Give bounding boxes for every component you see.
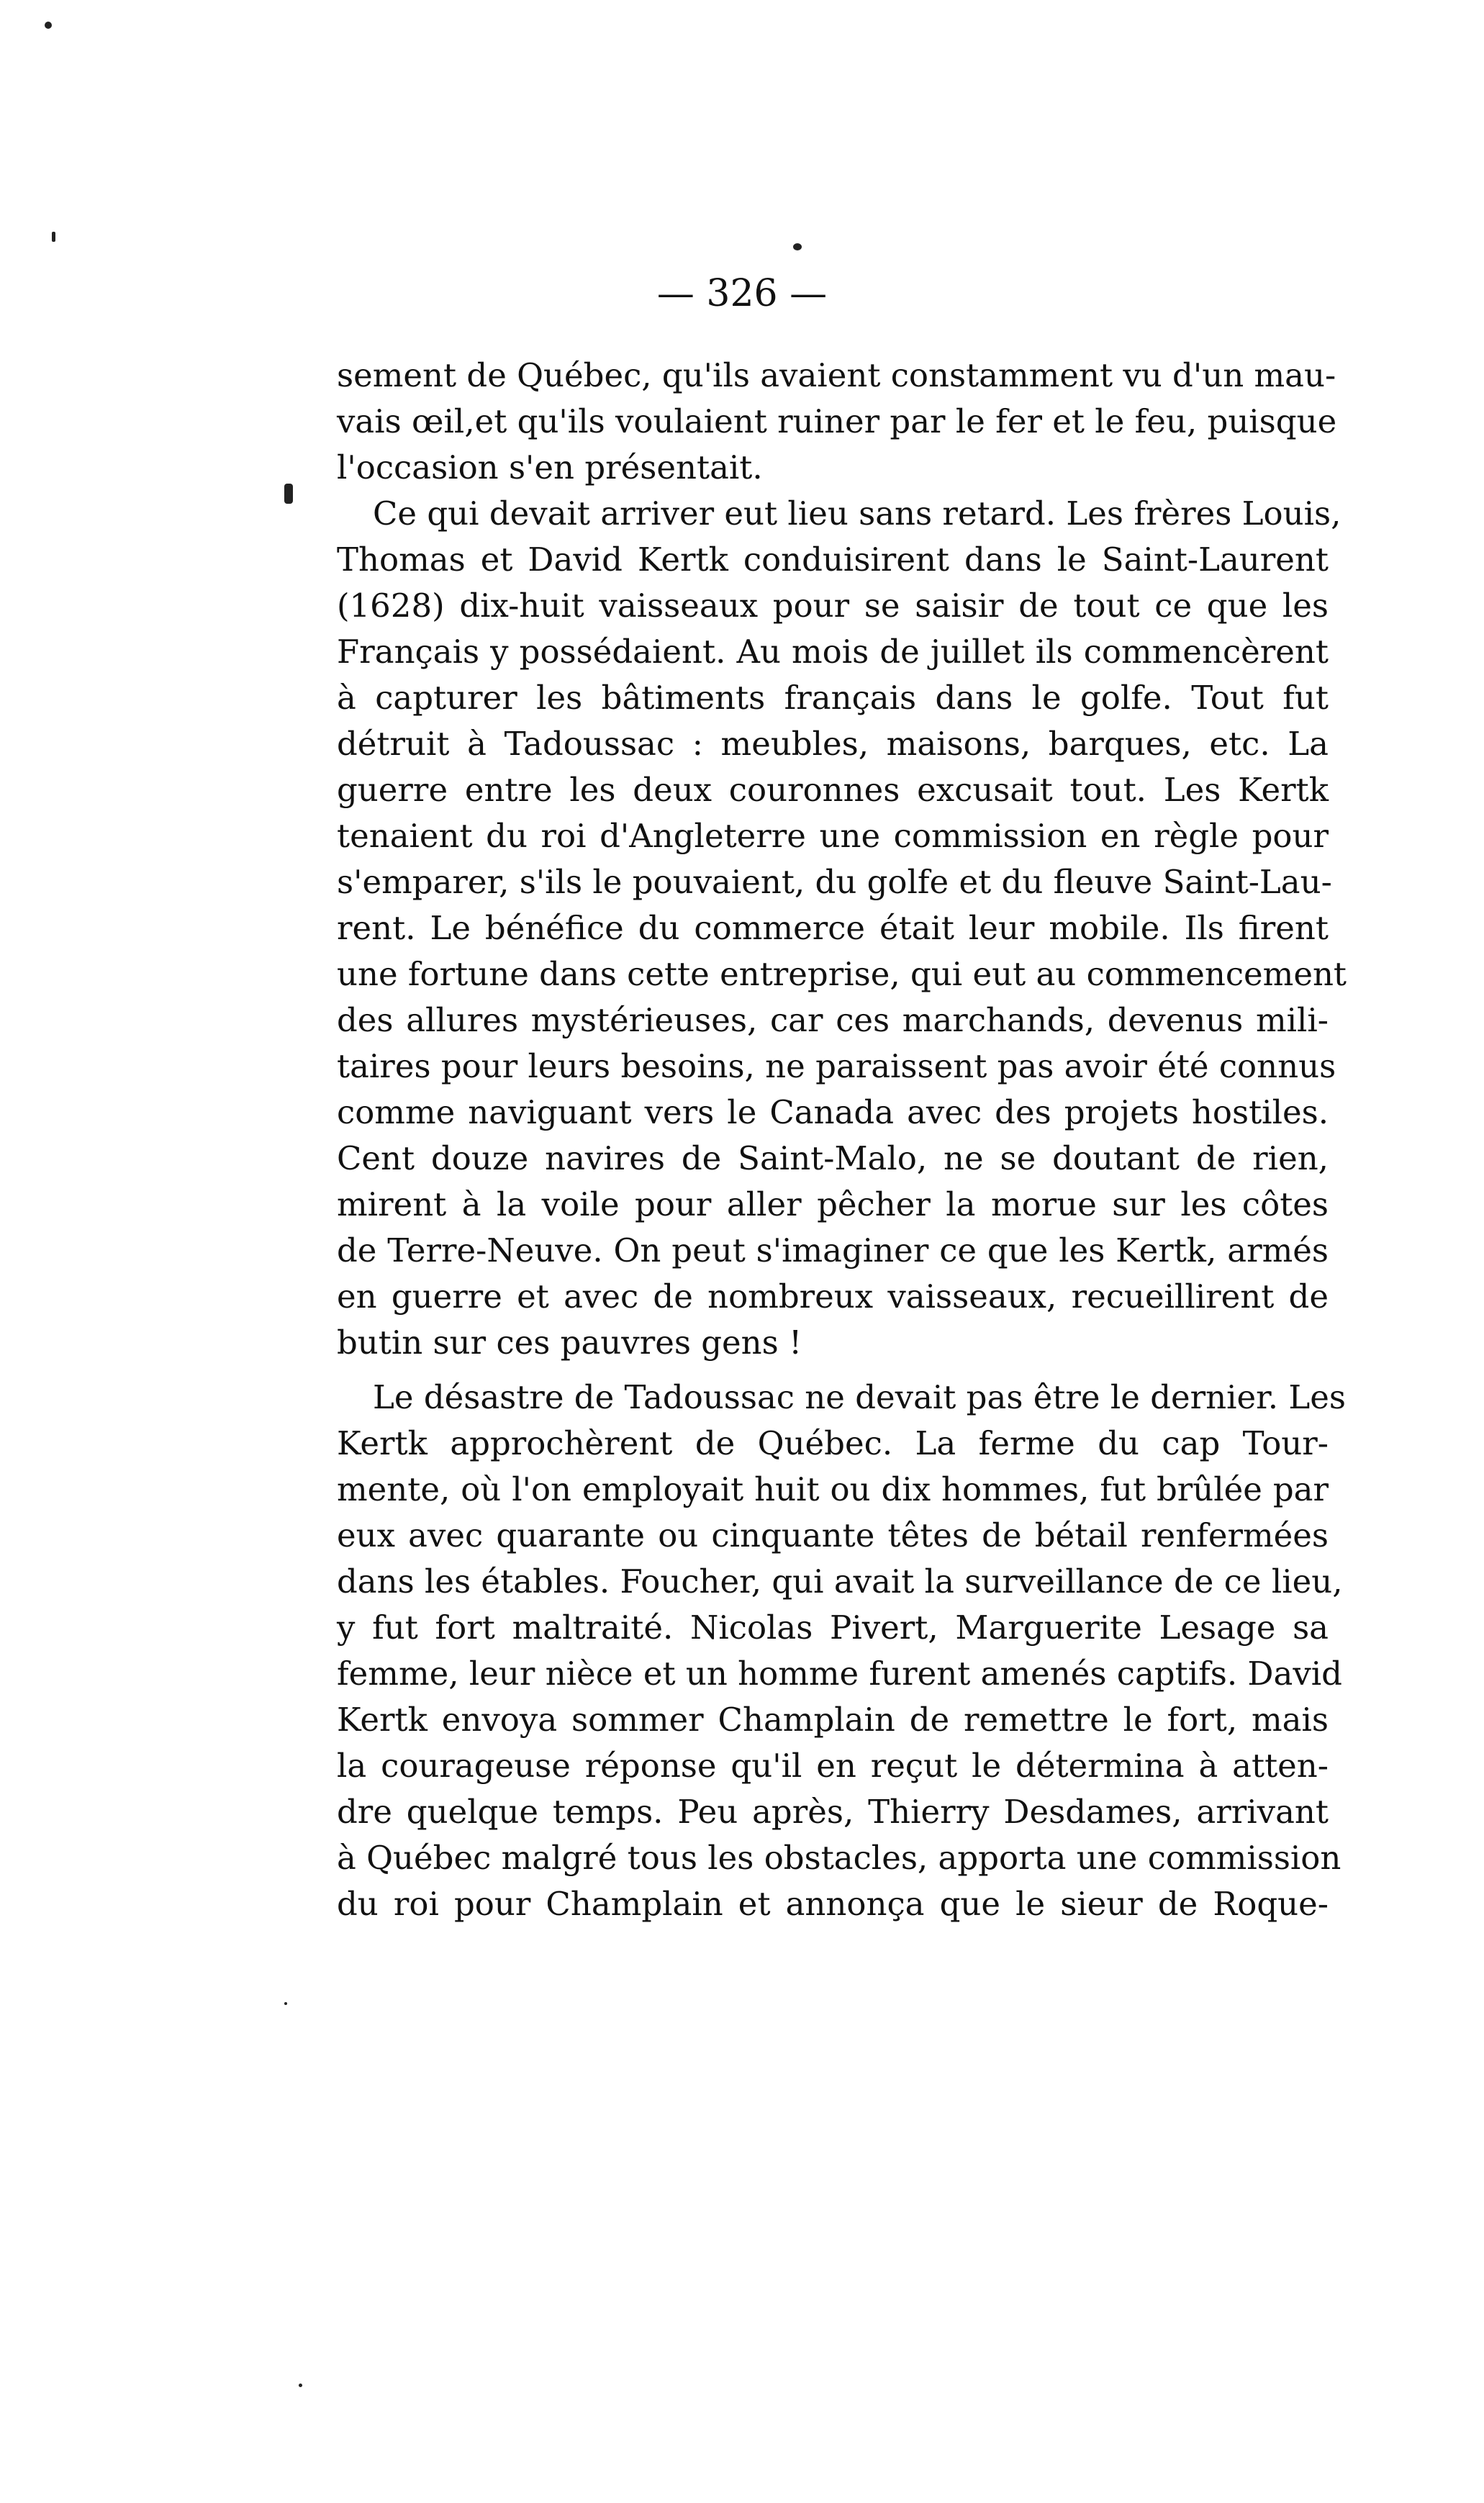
- text-line: Français y possédaient. Au mois de juillet ils commencèrent: [337, 633, 1329, 671]
- text-line: du roi pour Champlain et annonça que le sieur de Roque-: [337, 1885, 1329, 1923]
- text-line: mirent à la voile pour aller pêcher la morue sur les côtes: [337, 1185, 1329, 1223]
- text-line: s'emparer, s'ils le pouvaient, du golfe et du fleuve Saint-Lau-: [337, 863, 1332, 901]
- body-text: [337, 353, 1347, 1927]
- paragraph: [337, 353, 1337, 491]
- text-line: dans les étables. Foucher, qui avait la surveillance de ce lieu,: [337, 1562, 1343, 1601]
- text-line: la courageuse réponse qu'il en reçut le détermina à atten-: [337, 1747, 1329, 1785]
- text-line: détruit à Tadoussac : meubles, maisons, barques, etc. La: [337, 725, 1329, 763]
- text-line: guerre entre les deux couronnes excusait tout. Les Kertk: [337, 771, 1329, 809]
- text-line: l'occasion s'en présentait.: [337, 448, 763, 486]
- text-line: y fut fort maltraité. Nicolas Pivert, Marguerite Lesage sa: [337, 1608, 1329, 1647]
- text-line: butin sur ces pauvres gens !: [337, 1323, 802, 1362]
- text-line: Kertk approchèrent de Québec. La ferme du cap Tour-: [337, 1424, 1329, 1462]
- scan-speck: [52, 232, 55, 242]
- scan-speck: [793, 243, 802, 250]
- scan-speck: [284, 2002, 287, 2005]
- text-line: rent. Le bénéfice du commerce était leur mobile. Ils firent: [337, 909, 1329, 947]
- text-line: dre quelque temps. Peu après, Thierry Desdames, arrivant: [337, 1793, 1329, 1831]
- text-line: eux avec quarante ou cinquante têtes de bétail renfermées: [337, 1516, 1329, 1554]
- scan-speck: [284, 484, 293, 504]
- paragraph: [337, 491, 1347, 1366]
- text-line: vais œil,et qu'ils voulaient ruiner par le fer et le feu, puisque: [337, 402, 1337, 440]
- text-line: à Québec malgré tous les obstacles, apporta une commission: [337, 1839, 1342, 1877]
- text-line: Cent douze navires de Saint-Malo, ne se doutant de rien,: [337, 1139, 1329, 1177]
- scan-speck: [45, 22, 52, 29]
- text-line: à capturer les bâtiments français dans le golfe. Tout fut: [337, 679, 1329, 717]
- text-line: mente, où l'on employait huit ou dix hommes, fut brûlée par: [337, 1470, 1329, 1508]
- text-line: des allures mystérieuses, car ces marchands, devenus mili-: [337, 1001, 1329, 1039]
- text-line: tenaient du roi d'Angleterre une commission en règle pour: [337, 817, 1329, 855]
- text-line: comme naviguant vers le Canada avec des projets hostiles.: [337, 1093, 1329, 1131]
- text-line: Thomas et David Kertk conduisirent dans le Saint-Laurent: [337, 540, 1329, 579]
- text-line: Ce qui devait arriver eut lieu sans retard. Les frères Louis,: [373, 494, 1342, 533]
- text-line: femme, leur nièce et un homme furent amenés captifs. David: [337, 1655, 1342, 1693]
- text-line: de Terre-Neuve. On peut s'imaginer ce que les Kertk, armés: [337, 1231, 1329, 1269]
- text-line: une fortune dans cette entreprise, qui eut au commencement: [337, 955, 1347, 993]
- page-number: — 326 —: [656, 272, 828, 315]
- text-line: Le désastre de Tadoussac ne devait pas être le dernier. Les: [373, 1378, 1346, 1416]
- text-line: en guerre et avec de nombreux vaisseaux, recueillirent de: [337, 1277, 1329, 1316]
- text-line: sement de Québec, qu'ils avaient constamment vu d'un mau-: [337, 356, 1336, 394]
- paragraph: [337, 1375, 1346, 1927]
- text-line: (1628) dix-huit vaisseaux pour se saisir de tout ce que les: [337, 587, 1329, 625]
- scan-speck: [299, 2384, 302, 2387]
- text-line: Kertk envoya sommer Champlain de remettre le fort, mais: [337, 1701, 1329, 1739]
- text-line: taires pour leurs besoins, ne paraissent pas avoir été connus: [337, 1047, 1336, 1085]
